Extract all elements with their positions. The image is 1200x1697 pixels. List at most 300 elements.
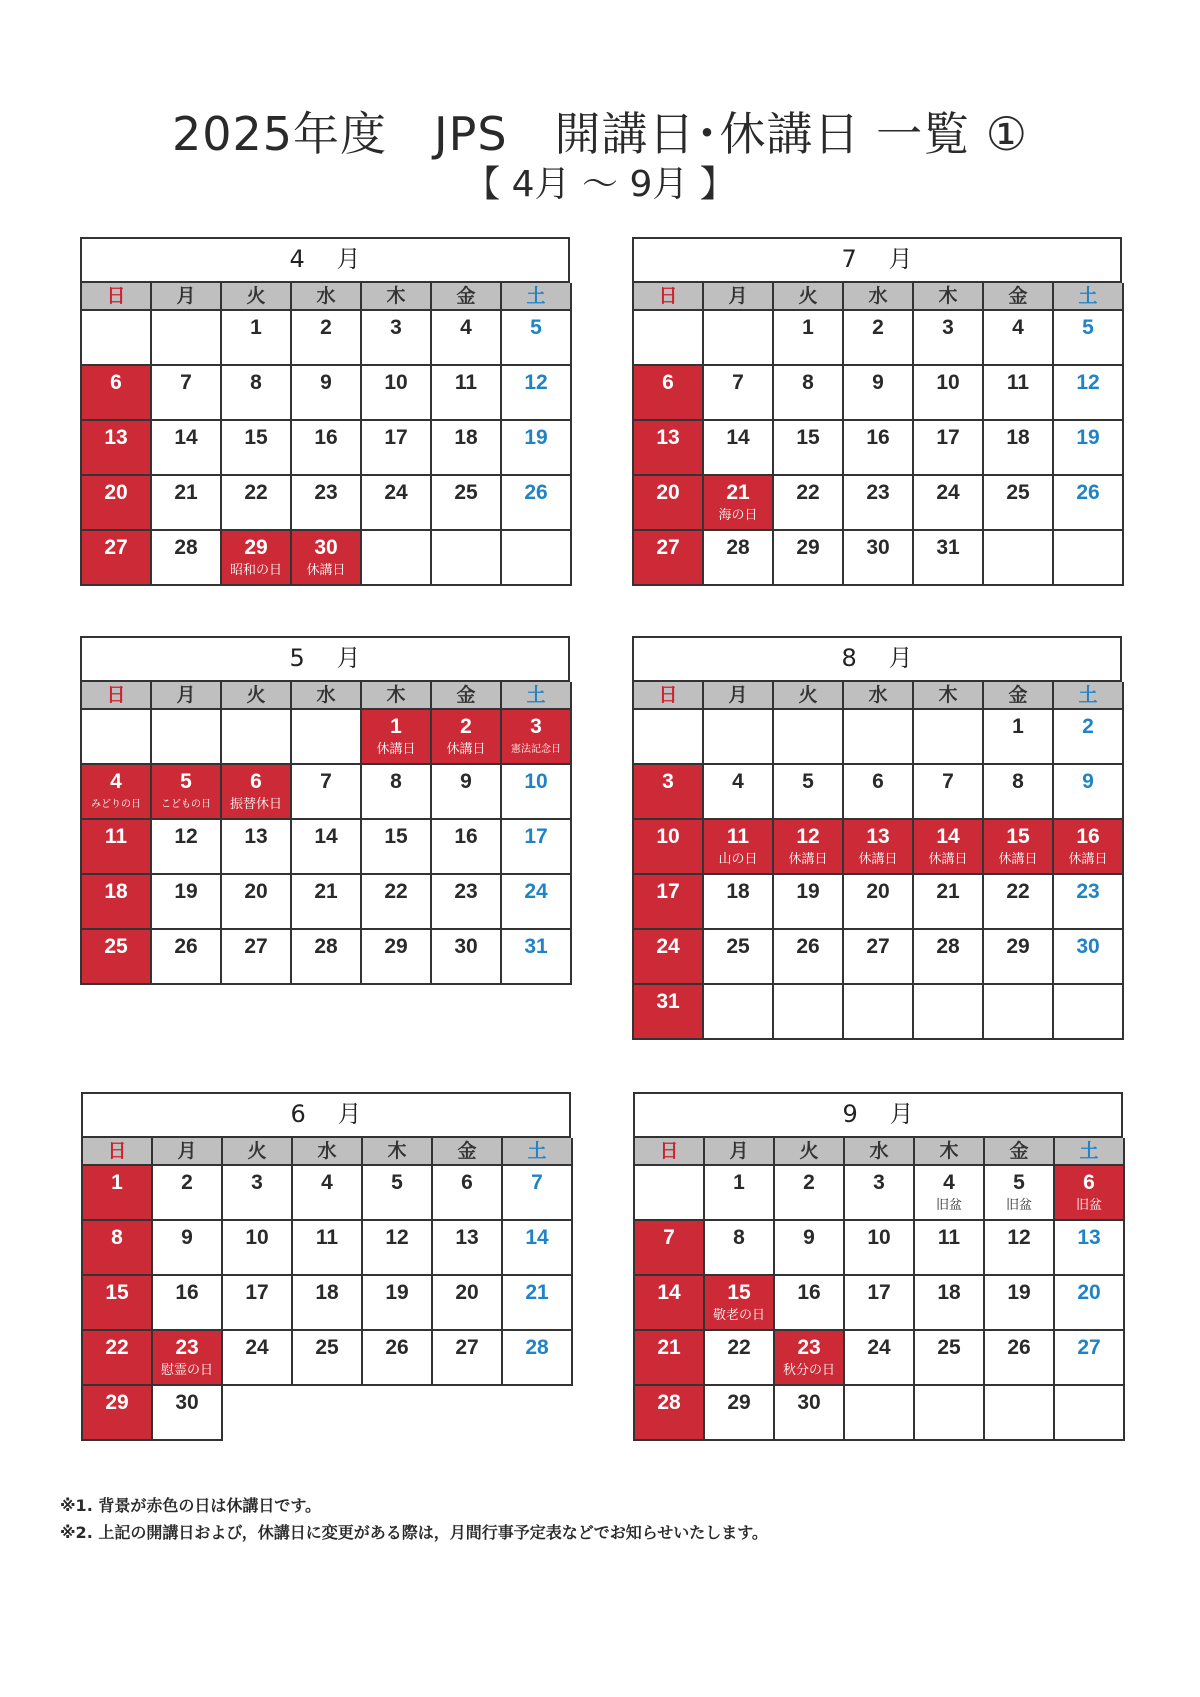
weekday-header: 木 xyxy=(363,1138,433,1166)
day-cell xyxy=(1054,421,1124,476)
day-cell xyxy=(222,366,292,421)
day-number: 26 xyxy=(174,935,198,958)
day-cell xyxy=(152,476,222,531)
day-number: 9 xyxy=(1082,770,1094,793)
day-cell xyxy=(844,311,914,366)
weekday-header: 水 xyxy=(293,1138,363,1166)
day-number: 5 xyxy=(802,770,814,793)
footnote-1: ※1. 背景が赤色の日は休講日です。 xyxy=(60,1496,322,1515)
day-number: 2 xyxy=(803,1171,815,1194)
day-number: 2 xyxy=(1082,715,1094,738)
day-number: 26 xyxy=(1076,481,1100,504)
day-number: 5 xyxy=(1013,1171,1025,1194)
day-number: 11 xyxy=(1006,371,1030,394)
day-number: 23 xyxy=(1076,880,1100,903)
holiday-cell xyxy=(634,930,704,985)
day-number: 10 xyxy=(245,1226,269,1249)
day-number: 11 xyxy=(454,371,478,394)
month-title: 9 月 xyxy=(633,1092,1123,1136)
day-number: 6 xyxy=(662,371,674,394)
day-number: 15 xyxy=(105,1281,129,1304)
day-cell xyxy=(984,765,1054,820)
empty-cell xyxy=(635,1166,705,1221)
holiday-cell xyxy=(82,875,152,930)
day-cell xyxy=(363,1166,433,1221)
day-cell xyxy=(845,1276,915,1331)
day-number: 1 xyxy=(111,1171,123,1194)
day-number: 8 xyxy=(1012,770,1024,793)
day-number: 3 xyxy=(390,316,402,339)
day-number: 13 xyxy=(455,1226,479,1249)
day-number: 7 xyxy=(942,770,954,793)
day-cell xyxy=(222,421,292,476)
day-number: 28 xyxy=(726,536,750,559)
day-note: 昭和の日 xyxy=(229,563,282,578)
day-cell xyxy=(152,421,222,476)
day-number: 14 xyxy=(314,825,338,848)
day-number: 12 xyxy=(524,371,548,394)
day-cell xyxy=(845,1331,915,1386)
day-cell xyxy=(774,765,844,820)
day-number xyxy=(985,1386,1053,1392)
day-cell xyxy=(153,1221,223,1276)
day-number: 3 xyxy=(530,715,542,738)
day-number: 29 xyxy=(1006,935,1030,958)
day-number: 18 xyxy=(726,880,750,903)
day-cell xyxy=(704,366,774,421)
day-number xyxy=(223,1386,293,1392)
day-cell xyxy=(152,875,222,930)
day-cell xyxy=(984,476,1054,531)
day-number: 26 xyxy=(796,935,820,958)
day-number: 14 xyxy=(525,1226,549,1249)
holiday-cell xyxy=(83,1221,153,1276)
day-cell xyxy=(775,1166,845,1221)
day-number: 1 xyxy=(733,1171,745,1194)
day-number: 9 xyxy=(872,371,884,394)
weekday-header: 土 xyxy=(502,682,572,710)
day-number: 7 xyxy=(320,770,332,793)
month-title: 8 月 xyxy=(632,636,1122,680)
weekday-header: 木 xyxy=(914,682,984,710)
day-number: 29 xyxy=(796,536,820,559)
day-number: 28 xyxy=(657,1391,681,1414)
day-cell xyxy=(775,1276,845,1331)
day-number: 24 xyxy=(867,1336,891,1359)
holiday-cell xyxy=(82,820,152,875)
day-cell xyxy=(1054,311,1124,366)
day-note: 旧盆 xyxy=(1005,1198,1032,1213)
day-number xyxy=(152,710,220,716)
day-number: 20 xyxy=(656,481,680,504)
day-number: 24 xyxy=(245,1336,269,1359)
day-cell xyxy=(704,930,774,985)
day-note: 慰霊の日 xyxy=(160,1363,213,1378)
day-number: 8 xyxy=(802,371,814,394)
holiday-cell xyxy=(635,1221,705,1276)
day-number: 23 xyxy=(175,1336,199,1359)
day-number: 10 xyxy=(936,371,960,394)
day-cell xyxy=(985,1276,1055,1331)
calendar-grid xyxy=(633,1136,1123,1441)
day-number xyxy=(292,710,360,716)
month-calendar-august xyxy=(632,636,1122,1040)
day-number: 8 xyxy=(111,1226,123,1249)
day-number xyxy=(82,311,150,317)
month-calendar-may xyxy=(80,636,570,985)
day-number: 28 xyxy=(314,935,338,958)
day-cell xyxy=(844,875,914,930)
day-cell xyxy=(502,421,572,476)
day-number: 20 xyxy=(866,880,890,903)
day-cell xyxy=(914,311,984,366)
holiday-cell xyxy=(634,531,704,586)
day-cell xyxy=(223,1221,293,1276)
day-number: 23 xyxy=(866,481,890,504)
day-number xyxy=(635,1166,703,1172)
day-number: 2 xyxy=(872,316,884,339)
day-note: 休講日 xyxy=(306,563,346,578)
weekday-header: 金 xyxy=(433,1138,503,1166)
weekday-header: 火 xyxy=(774,682,844,710)
day-number: 1 xyxy=(250,316,262,339)
day-number: 1 xyxy=(390,715,402,738)
day-number: 21 xyxy=(525,1281,549,1304)
day-cell xyxy=(844,366,914,421)
day-number: 7 xyxy=(732,371,744,394)
day-cell xyxy=(503,1166,573,1221)
day-number: 13 xyxy=(244,825,268,848)
weekday-header: 火 xyxy=(775,1138,845,1166)
day-cell xyxy=(774,421,844,476)
day-cell xyxy=(432,421,502,476)
month-title: 6 月 xyxy=(81,1092,571,1136)
day-number: 17 xyxy=(524,825,548,848)
weekday-header: 日 xyxy=(83,1138,153,1166)
day-number: 4 xyxy=(110,770,122,793)
day-number: 16 xyxy=(797,1281,821,1304)
day-cell xyxy=(1054,875,1124,930)
day-cell xyxy=(432,820,502,875)
holiday-cell xyxy=(362,710,432,765)
day-number: 15 xyxy=(244,426,268,449)
day-note: 旧盆 xyxy=(1075,1198,1102,1213)
weekday-header: 土 xyxy=(1054,283,1124,311)
day-note: 秋分の日 xyxy=(782,1363,835,1378)
day-number xyxy=(362,531,430,537)
holiday-cell xyxy=(82,421,152,476)
day-cell xyxy=(502,476,572,531)
day-number: 18 xyxy=(104,880,128,903)
day-number: 13 xyxy=(1077,1226,1101,1249)
day-number: 28 xyxy=(174,536,198,559)
day-number: 29 xyxy=(384,935,408,958)
weekday-header: 月 xyxy=(153,1138,223,1166)
day-cell xyxy=(1055,1221,1125,1276)
day-number: 17 xyxy=(245,1281,269,1304)
day-number: 31 xyxy=(936,536,960,559)
day-cell xyxy=(292,930,362,985)
day-cell xyxy=(914,531,984,586)
empty-cell xyxy=(152,311,222,366)
day-cell xyxy=(433,1276,503,1331)
holiday-cell xyxy=(914,820,984,875)
day-number: 19 xyxy=(385,1281,409,1304)
day-number: 18 xyxy=(937,1281,961,1304)
calendar-grid xyxy=(80,281,570,586)
weekday-header: 金 xyxy=(432,283,502,311)
day-number: 3 xyxy=(251,1171,263,1194)
day-cell xyxy=(984,311,1054,366)
weekday-header: 日 xyxy=(634,283,704,311)
day-cell xyxy=(222,476,292,531)
day-cell xyxy=(222,311,292,366)
day-number: 3 xyxy=(662,770,674,793)
day-number: 24 xyxy=(384,481,408,504)
holiday-cell xyxy=(704,820,774,875)
day-number: 4 xyxy=(943,1171,955,1194)
weekday-header: 金 xyxy=(984,283,1054,311)
empty-cell xyxy=(503,1386,573,1441)
day-number: 9 xyxy=(320,371,332,394)
day-number: 6 xyxy=(250,770,262,793)
weekday-header: 水 xyxy=(292,682,362,710)
calendar-grid xyxy=(632,281,1122,586)
day-number: 12 xyxy=(1076,371,1100,394)
day-number: 9 xyxy=(181,1226,193,1249)
day-cell xyxy=(915,1221,985,1276)
day-number: 23 xyxy=(314,481,338,504)
day-number: 30 xyxy=(797,1391,821,1414)
day-number: 18 xyxy=(315,1281,339,1304)
day-number: 15 xyxy=(796,426,820,449)
day-number: 21 xyxy=(314,880,338,903)
day-cell xyxy=(984,930,1054,985)
day-number: 12 xyxy=(796,825,820,848)
day-cell xyxy=(502,366,572,421)
day-note: 敬老の日 xyxy=(712,1308,765,1323)
holiday-cell xyxy=(634,476,704,531)
empty-cell xyxy=(984,985,1054,1040)
day-number xyxy=(82,710,150,716)
day-cell xyxy=(152,366,222,421)
day-number: 27 xyxy=(866,935,890,958)
empty-cell xyxy=(82,311,152,366)
day-note: 振替休日 xyxy=(229,797,282,812)
day-cell xyxy=(775,1386,845,1441)
day-number: 2 xyxy=(460,715,472,738)
empty-cell xyxy=(1054,985,1124,1040)
day-cell xyxy=(1054,476,1124,531)
day-number: 7 xyxy=(663,1226,675,1249)
day-cell xyxy=(914,421,984,476)
day-number xyxy=(502,531,570,537)
holiday-cell xyxy=(83,1331,153,1386)
day-number: 29 xyxy=(727,1391,751,1414)
day-cell xyxy=(432,875,502,930)
day-number: 20 xyxy=(104,481,128,504)
day-cell xyxy=(362,366,432,421)
empty-cell xyxy=(704,710,774,765)
day-number: 19 xyxy=(524,426,548,449)
day-cell xyxy=(984,875,1054,930)
day-number: 20 xyxy=(244,880,268,903)
day-number: 24 xyxy=(524,880,548,903)
holiday-cell xyxy=(83,1386,153,1441)
day-note: 休講日 xyxy=(928,852,968,867)
day-cell xyxy=(223,1331,293,1386)
empty-cell xyxy=(914,710,984,765)
month-calendar-april xyxy=(80,237,570,586)
holiday-cell xyxy=(635,1331,705,1386)
day-cell xyxy=(914,366,984,421)
day-note: 山の日 xyxy=(718,852,758,867)
day-cell xyxy=(293,1166,363,1221)
day-cell xyxy=(292,875,362,930)
weekday-header: 土 xyxy=(1055,1138,1125,1166)
day-number: 31 xyxy=(656,990,680,1013)
weekday-header: 月 xyxy=(152,283,222,311)
empty-cell xyxy=(292,710,362,765)
holiday-cell xyxy=(82,366,152,421)
day-number: 5 xyxy=(530,316,542,339)
day-note: 休講日 xyxy=(858,852,898,867)
day-number xyxy=(704,710,772,716)
day-cell xyxy=(292,311,362,366)
day-cell xyxy=(844,531,914,586)
day-number: 14 xyxy=(174,426,198,449)
day-number: 6 xyxy=(461,1171,473,1194)
day-number: 4 xyxy=(460,316,472,339)
day-cell xyxy=(502,875,572,930)
day-number: 14 xyxy=(726,426,750,449)
holiday-cell xyxy=(82,765,152,820)
holiday-cell xyxy=(984,820,1054,875)
day-number: 15 xyxy=(1006,825,1030,848)
day-cell xyxy=(984,366,1054,421)
day-note: 休講日 xyxy=(446,742,486,757)
day-number: 8 xyxy=(250,371,262,394)
day-cell xyxy=(1055,1276,1125,1331)
holiday-cell xyxy=(704,476,774,531)
day-cell xyxy=(432,765,502,820)
day-number: 22 xyxy=(105,1336,129,1359)
day-cell xyxy=(293,1331,363,1386)
day-cell xyxy=(984,710,1054,765)
day-number: 13 xyxy=(656,426,680,449)
day-number: 6 xyxy=(1083,1171,1095,1194)
day-number xyxy=(704,311,772,317)
day-number: 9 xyxy=(803,1226,815,1249)
day-cell xyxy=(1054,366,1124,421)
day-number: 1 xyxy=(802,316,814,339)
day-number: 10 xyxy=(524,770,548,793)
empty-cell xyxy=(363,1386,433,1441)
day-number: 26 xyxy=(1007,1336,1031,1359)
day-number: 26 xyxy=(524,481,548,504)
empty-cell xyxy=(774,985,844,1040)
day-cell xyxy=(223,1166,293,1221)
day-number: 16 xyxy=(314,426,338,449)
day-cell xyxy=(362,311,432,366)
day-number: 27 xyxy=(1077,1336,1101,1359)
day-cell xyxy=(362,875,432,930)
day-cell xyxy=(363,1276,433,1331)
day-cell xyxy=(985,1331,1055,1386)
weekday-header: 日 xyxy=(82,682,152,710)
day-number: 18 xyxy=(454,426,478,449)
holiday-cell xyxy=(432,710,502,765)
weekday-header: 木 xyxy=(362,682,432,710)
weekday-header: 月 xyxy=(704,682,774,710)
day-cell xyxy=(292,476,362,531)
day-number xyxy=(774,710,842,716)
day-number: 13 xyxy=(866,825,890,848)
day-number: 11 xyxy=(104,825,128,848)
day-number: 7 xyxy=(531,1171,543,1194)
day-number: 18 xyxy=(1006,426,1030,449)
day-cell xyxy=(502,311,572,366)
weekday-header: 木 xyxy=(915,1138,985,1166)
day-cell xyxy=(433,1166,503,1221)
weekday-header: 火 xyxy=(223,1138,293,1166)
day-number: 29 xyxy=(244,536,268,559)
day-number: 10 xyxy=(384,371,408,394)
day-number: 12 xyxy=(174,825,198,848)
day-cell xyxy=(1054,710,1124,765)
day-cell xyxy=(845,1166,915,1221)
footnote-2: ※2. 上記の開講日および，休講日に変更がある際は，月間行事予定表などでお知らせいたします。 xyxy=(60,1523,768,1542)
empty-cell xyxy=(634,710,704,765)
day-cell xyxy=(153,1276,223,1331)
day-number: 29 xyxy=(105,1391,129,1414)
day-cell xyxy=(432,930,502,985)
month-title: 5 月 xyxy=(80,636,570,680)
day-number: 23 xyxy=(797,1336,821,1359)
month-title: 7 月 xyxy=(632,237,1122,281)
day-note: 憲法記念日 xyxy=(511,744,561,755)
holiday-cell xyxy=(634,421,704,476)
day-number: 4 xyxy=(1012,316,1024,339)
day-number: 25 xyxy=(726,935,750,958)
day-cell xyxy=(705,1331,775,1386)
weekday-header: 水 xyxy=(845,1138,915,1166)
day-cell xyxy=(914,476,984,531)
day-number xyxy=(634,311,702,317)
holiday-cell xyxy=(83,1166,153,1221)
day-cell xyxy=(915,1276,985,1331)
day-number xyxy=(984,985,1052,991)
empty-cell xyxy=(774,710,844,765)
empty-cell xyxy=(844,710,914,765)
day-number: 30 xyxy=(175,1391,199,1414)
day-cell xyxy=(362,476,432,531)
day-cell xyxy=(704,421,774,476)
calendar-grid xyxy=(80,680,570,985)
day-cell xyxy=(502,820,572,875)
day-number: 14 xyxy=(936,825,960,848)
weekday-header: 月 xyxy=(705,1138,775,1166)
day-cell xyxy=(502,765,572,820)
day-number: 6 xyxy=(872,770,884,793)
day-number: 22 xyxy=(727,1336,751,1359)
day-cell xyxy=(363,1331,433,1386)
day-number: 16 xyxy=(1076,825,1100,848)
day-number: 2 xyxy=(320,316,332,339)
day-number: 10 xyxy=(867,1226,891,1249)
weekday-header: 土 xyxy=(502,283,572,311)
empty-cell xyxy=(502,531,572,586)
